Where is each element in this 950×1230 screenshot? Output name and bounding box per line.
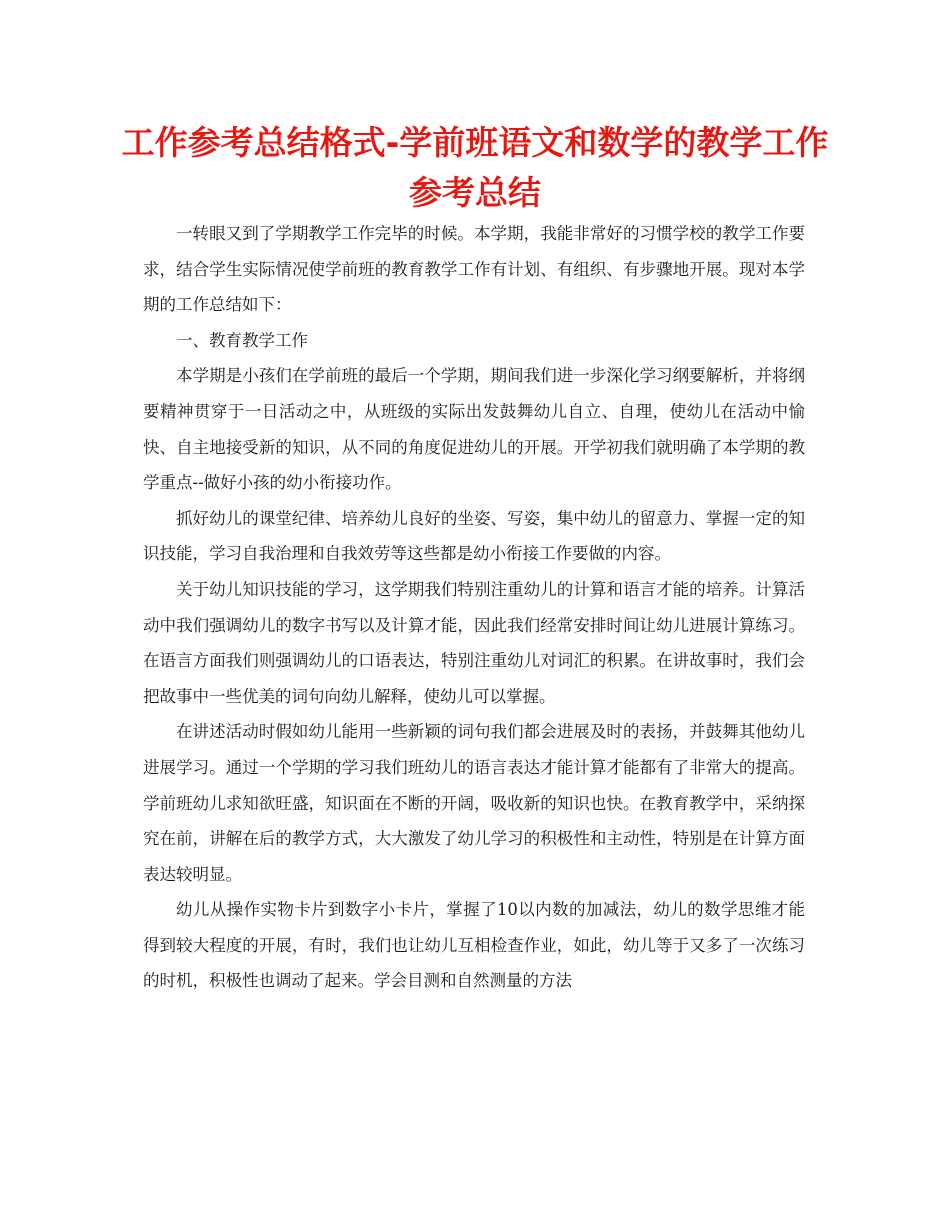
document-body	[143, 216, 805, 999]
paragraph-intro: 一转眼又到了学期教学工作完毕的时候。本学期，我能非常好的习惯学校的教学工作要求，结合学生实际情况使学前班的教育教学工作有计划、有组织、有步骤地开展。现对本学期的工作总结如下：	[143, 224, 805, 315]
section-heading-teaching: 一、教育教学工作	[176, 330, 308, 350]
paragraph: 本学期是小孩们在学前班的最后一个学期，期间我们进一步深化学习纲要解析，并将纲要精神贯穿于一日活动之中，从班级的实际出发鼓舞幼儿自立、自理，使幼儿在活动中愉快、自主地接受新的知识，从不同的角度促进幼儿的开展。开学初我们就明确了本学期的教学重点--做好小孩的幼小衔接功作。	[143, 366, 805, 493]
paragraph: 幼儿从操作实物卡片到数字小卡片，掌握了10以内数的加减法，幼儿的数学思维才能得到较大程度的开展，有时，我们也让幼儿互相检查作业，如此，幼儿等于又多了一次练习的时机，积极性也调动了起来。学会目测和自然测量的方法	[143, 900, 805, 991]
document-title: 工作参考总结格式-学前班语文和数学的教学工作参考总结	[121, 123, 829, 212]
paragraph: 抓好幼儿的课堂纪律、培养幼儿良好的坐姿、写姿，集中幼儿的留意力、掌握一定的知识技能，学习自我治理和自我效劳等这些都是幼小衔接工作要做的内容。	[143, 508, 805, 564]
paragraph: 关于幼儿知识技能的学习，这学期我们特别注重幼儿的计算和语言才能的培养。计算活动中我们强调幼儿的数字书写以及计算才能，因此我们经常安排时间让幼儿进展计算练习。在语言方面我们则强调幼儿的口语表达，特别注重幼儿对词汇的积累。在讲故事时，我们会把故事中一些优美的词句向幼儿解释，使幼儿可以掌握。	[143, 579, 805, 706]
paragraph: 在讲述活动时假如幼儿能用一些新颖的词句我们都会进展及时的表扬，并鼓舞其他幼儿进展学习。通过一个学期的学习我们班幼儿的语言表达才能计算才能都有了非常大的提高。学前班幼儿求知欲旺盛，知识面在不断的开阔，吸收新的知识也快。在教育教学中，采纳探究在前，讲解在后的教学方式，大大激发了幼儿学习的积极性和主动性，特别是在计算方面表达较明显。	[143, 722, 805, 884]
